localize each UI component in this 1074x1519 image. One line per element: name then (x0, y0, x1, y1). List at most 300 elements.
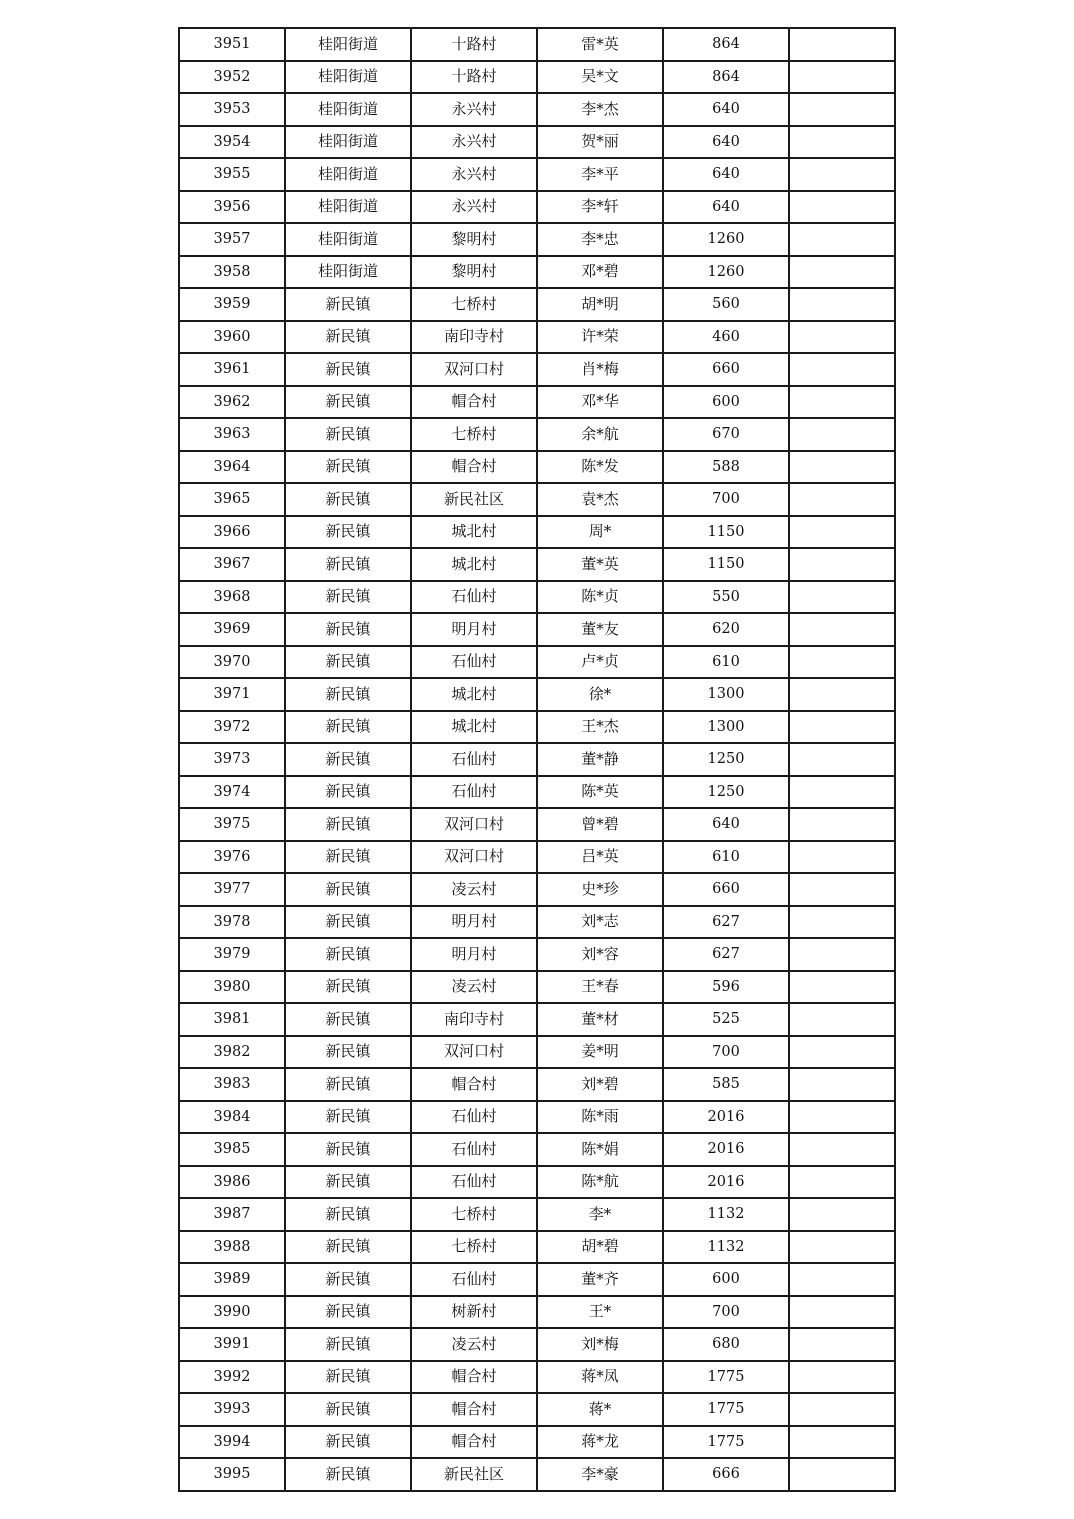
remark-cell (789, 743, 895, 776)
table-row (179, 256, 895, 289)
village-cell: 帽合村 (411, 1361, 537, 1394)
village-cell: 城北村 (411, 711, 537, 744)
village-cell: 双河口村 (411, 808, 537, 841)
name-cell: 李* (537, 1198, 663, 1231)
table-row (179, 906, 895, 939)
remark-cell (789, 1068, 895, 1101)
name-cell: 蒋*凤 (537, 1361, 663, 1394)
town-cell: 新民镇 (285, 1263, 411, 1296)
village-cell: 石仙村 (411, 776, 537, 809)
remark-cell (789, 971, 895, 1004)
table-row (179, 1361, 895, 1394)
row-number-cell: 3981 (179, 1003, 285, 1036)
row-number-cell: 3969 (179, 613, 285, 646)
name-cell: 胡*碧 (537, 1231, 663, 1264)
remark-cell (789, 223, 895, 256)
village-cell: 永兴村 (411, 126, 537, 159)
name-cell: 许*荣 (537, 321, 663, 354)
remark-cell (789, 93, 895, 126)
amount-cell: 525 (663, 1003, 789, 1036)
town-cell: 新民镇 (285, 808, 411, 841)
table-row (179, 1263, 895, 1296)
name-cell: 余*航 (537, 418, 663, 451)
remark-cell (789, 776, 895, 809)
village-cell: 七桥村 (411, 1198, 537, 1231)
remark-cell (789, 1198, 895, 1231)
town-cell: 桂阳街道 (285, 223, 411, 256)
row-number-cell: 3957 (179, 223, 285, 256)
amount-cell: 1250 (663, 743, 789, 776)
row-number-cell: 3984 (179, 1101, 285, 1134)
village-cell: 新民社区 (411, 1458, 537, 1491)
row-number-cell: 3958 (179, 256, 285, 289)
remark-cell (789, 418, 895, 451)
remark-cell (789, 126, 895, 159)
table-row (179, 646, 895, 679)
amount-cell: 627 (663, 906, 789, 939)
amount-cell: 460 (663, 321, 789, 354)
name-cell: 王*杰 (537, 711, 663, 744)
village-cell: 明月村 (411, 938, 537, 971)
table-row (179, 28, 895, 61)
town-cell: 新民镇 (285, 1133, 411, 1166)
village-cell: 南印寺村 (411, 321, 537, 354)
town-cell: 新民镇 (285, 613, 411, 646)
name-cell: 肖*梅 (537, 353, 663, 386)
remark-cell (789, 1426, 895, 1459)
amount-cell: 610 (663, 841, 789, 874)
village-cell: 树新村 (411, 1296, 537, 1329)
amount-cell: 1775 (663, 1426, 789, 1459)
row-number-cell: 3973 (179, 743, 285, 776)
table-row (179, 1296, 895, 1329)
name-cell: 董*友 (537, 613, 663, 646)
town-cell: 新民镇 (285, 1458, 411, 1491)
town-cell: 新民镇 (285, 418, 411, 451)
amount-cell: 680 (663, 1328, 789, 1361)
amount-cell: 1300 (663, 678, 789, 711)
village-cell: 帽合村 (411, 1393, 537, 1426)
name-cell: 刘*志 (537, 906, 663, 939)
remark-cell (789, 808, 895, 841)
table-body (179, 28, 895, 1491)
village-cell: 城北村 (411, 516, 537, 549)
name-cell: 陈*英 (537, 776, 663, 809)
row-number-cell: 3964 (179, 451, 285, 484)
town-cell: 新民镇 (285, 906, 411, 939)
town-cell: 新民镇 (285, 776, 411, 809)
table-row (179, 841, 895, 874)
row-number-cell: 3982 (179, 1036, 285, 1069)
remark-cell (789, 1003, 895, 1036)
data-table (178, 27, 896, 1492)
row-number-cell: 3983 (179, 1068, 285, 1101)
amount-cell: 1300 (663, 711, 789, 744)
town-cell: 新民镇 (285, 516, 411, 549)
amount-cell: 550 (663, 581, 789, 614)
amount-cell: 666 (663, 1458, 789, 1491)
town-cell: 新民镇 (285, 1166, 411, 1199)
row-number-cell: 3976 (179, 841, 285, 874)
amount-cell: 588 (663, 451, 789, 484)
village-cell: 双河口村 (411, 841, 537, 874)
remark-cell (789, 1458, 895, 1491)
table-row (179, 808, 895, 841)
amount-cell: 670 (663, 418, 789, 451)
remark-cell (789, 581, 895, 614)
row-number-cell: 3951 (179, 28, 285, 61)
village-cell: 永兴村 (411, 191, 537, 224)
amount-cell: 700 (663, 483, 789, 516)
village-cell: 凌云村 (411, 971, 537, 1004)
table-row (179, 1068, 895, 1101)
town-cell: 新民镇 (285, 483, 411, 516)
name-cell: 邓*华 (537, 386, 663, 419)
row-number-cell: 3974 (179, 776, 285, 809)
amount-cell: 640 (663, 126, 789, 159)
amount-cell: 864 (663, 28, 789, 61)
table-row (179, 1458, 895, 1491)
village-cell: 石仙村 (411, 1101, 537, 1134)
row-number-cell: 3979 (179, 938, 285, 971)
town-cell: 新民镇 (285, 581, 411, 614)
remark-cell (789, 548, 895, 581)
row-number-cell: 3971 (179, 678, 285, 711)
town-cell: 桂阳街道 (285, 256, 411, 289)
name-cell: 刘*梅 (537, 1328, 663, 1361)
amount-cell: 1250 (663, 776, 789, 809)
amount-cell: 1150 (663, 548, 789, 581)
town-cell: 新民镇 (285, 321, 411, 354)
table-row (179, 776, 895, 809)
name-cell: 吴*文 (537, 61, 663, 94)
name-cell: 陈*发 (537, 451, 663, 484)
remark-cell (789, 646, 895, 679)
amount-cell: 700 (663, 1296, 789, 1329)
row-number-cell: 3968 (179, 581, 285, 614)
name-cell: 李*平 (537, 158, 663, 191)
town-cell: 新民镇 (285, 386, 411, 419)
town-cell: 桂阳街道 (285, 126, 411, 159)
row-number-cell: 3980 (179, 971, 285, 1004)
row-number-cell: 3985 (179, 1133, 285, 1166)
town-cell: 新民镇 (285, 1361, 411, 1394)
name-cell: 李*忠 (537, 223, 663, 256)
remark-cell (789, 256, 895, 289)
town-cell: 新民镇 (285, 971, 411, 1004)
name-cell: 董*静 (537, 743, 663, 776)
amount-cell: 1260 (663, 223, 789, 256)
table-row (179, 418, 895, 451)
row-number-cell: 3992 (179, 1361, 285, 1394)
amount-cell: 640 (663, 191, 789, 224)
name-cell: 曾*碧 (537, 808, 663, 841)
table-row (179, 1231, 895, 1264)
name-cell: 李*杰 (537, 93, 663, 126)
name-cell: 刘*碧 (537, 1068, 663, 1101)
village-cell: 石仙村 (411, 743, 537, 776)
table-row (179, 743, 895, 776)
row-number-cell: 3970 (179, 646, 285, 679)
town-cell: 新民镇 (285, 1198, 411, 1231)
remark-cell (789, 1393, 895, 1426)
town-cell: 新民镇 (285, 1393, 411, 1426)
row-number-cell: 3988 (179, 1231, 285, 1264)
table-row (179, 451, 895, 484)
table-row (179, 1198, 895, 1231)
table-row (179, 223, 895, 256)
village-cell: 城北村 (411, 678, 537, 711)
amount-cell: 2016 (663, 1133, 789, 1166)
remark-cell (789, 28, 895, 61)
amount-cell: 640 (663, 158, 789, 191)
remark-cell (789, 61, 895, 94)
row-number-cell: 3952 (179, 61, 285, 94)
name-cell: 蒋*龙 (537, 1426, 663, 1459)
row-number-cell: 3965 (179, 483, 285, 516)
amount-cell: 620 (663, 613, 789, 646)
name-cell: 袁*杰 (537, 483, 663, 516)
name-cell: 董*齐 (537, 1263, 663, 1296)
remark-cell (789, 906, 895, 939)
name-cell: 陈*贞 (537, 581, 663, 614)
remark-cell (789, 191, 895, 224)
village-cell: 新民社区 (411, 483, 537, 516)
name-cell: 董*材 (537, 1003, 663, 1036)
village-cell: 帽合村 (411, 1426, 537, 1459)
row-number-cell: 3966 (179, 516, 285, 549)
amount-cell: 600 (663, 1263, 789, 1296)
table-row (179, 1393, 895, 1426)
town-cell: 新民镇 (285, 451, 411, 484)
name-cell: 蒋* (537, 1393, 663, 1426)
town-cell: 新民镇 (285, 646, 411, 679)
town-cell: 新民镇 (285, 678, 411, 711)
name-cell: 王* (537, 1296, 663, 1329)
row-number-cell: 3962 (179, 386, 285, 419)
table-row (179, 1003, 895, 1036)
remark-cell (789, 1328, 895, 1361)
table-row (179, 581, 895, 614)
town-cell: 桂阳街道 (285, 61, 411, 94)
row-number-cell: 3954 (179, 126, 285, 159)
row-number-cell: 3953 (179, 93, 285, 126)
remark-cell (789, 1361, 895, 1394)
village-cell: 城北村 (411, 548, 537, 581)
row-number-cell: 3955 (179, 158, 285, 191)
town-cell: 新民镇 (285, 711, 411, 744)
name-cell: 胡*明 (537, 288, 663, 321)
table-row (179, 1036, 895, 1069)
town-cell: 新民镇 (285, 1068, 411, 1101)
village-cell: 双河口村 (411, 1036, 537, 1069)
town-cell: 新民镇 (285, 938, 411, 971)
village-cell: 永兴村 (411, 93, 537, 126)
name-cell: 周* (537, 516, 663, 549)
amount-cell: 1260 (663, 256, 789, 289)
row-number-cell: 3978 (179, 906, 285, 939)
village-cell: 七桥村 (411, 288, 537, 321)
table-row (179, 678, 895, 711)
town-cell: 桂阳街道 (285, 93, 411, 126)
amount-cell: 1132 (663, 1231, 789, 1264)
town-cell: 新民镇 (285, 1231, 411, 1264)
remark-cell (789, 1133, 895, 1166)
name-cell: 李*轩 (537, 191, 663, 224)
name-cell: 李*豪 (537, 1458, 663, 1491)
town-cell: 新民镇 (285, 841, 411, 874)
row-number-cell: 3994 (179, 1426, 285, 1459)
town-cell: 新民镇 (285, 743, 411, 776)
village-cell: 石仙村 (411, 581, 537, 614)
row-number-cell: 3960 (179, 321, 285, 354)
remark-cell (789, 841, 895, 874)
amount-cell: 1132 (663, 1198, 789, 1231)
name-cell: 刘*容 (537, 938, 663, 971)
row-number-cell: 3990 (179, 1296, 285, 1329)
town-cell: 新民镇 (285, 1328, 411, 1361)
row-number-cell: 3963 (179, 418, 285, 451)
town-cell: 新民镇 (285, 1426, 411, 1459)
village-cell: 石仙村 (411, 1263, 537, 1296)
remark-cell (789, 873, 895, 906)
table-row (179, 386, 895, 419)
remark-cell (789, 1263, 895, 1296)
village-cell: 帽合村 (411, 1068, 537, 1101)
row-number-cell: 3959 (179, 288, 285, 321)
name-cell: 吕*英 (537, 841, 663, 874)
amount-cell: 585 (663, 1068, 789, 1101)
remark-cell (789, 1101, 895, 1134)
village-cell: 黎明村 (411, 223, 537, 256)
town-cell: 桂阳街道 (285, 28, 411, 61)
amount-cell: 640 (663, 93, 789, 126)
amount-cell: 596 (663, 971, 789, 1004)
remark-cell (789, 678, 895, 711)
remark-cell (789, 938, 895, 971)
table-row (179, 191, 895, 224)
table-row (179, 516, 895, 549)
remark-cell (789, 288, 895, 321)
row-number-cell: 3993 (179, 1393, 285, 1426)
name-cell: 雷*英 (537, 28, 663, 61)
village-cell: 十路村 (411, 61, 537, 94)
village-cell: 永兴村 (411, 158, 537, 191)
village-cell: 七桥村 (411, 1231, 537, 1264)
town-cell: 新民镇 (285, 1101, 411, 1134)
village-cell: 凌云村 (411, 1328, 537, 1361)
remark-cell (789, 451, 895, 484)
village-cell: 明月村 (411, 613, 537, 646)
village-cell: 南印寺村 (411, 1003, 537, 1036)
remark-cell (789, 711, 895, 744)
town-cell: 新民镇 (285, 548, 411, 581)
row-number-cell: 3972 (179, 711, 285, 744)
remark-cell (789, 516, 895, 549)
amount-cell: 864 (663, 61, 789, 94)
table-row (179, 711, 895, 744)
amount-cell: 1150 (663, 516, 789, 549)
village-cell: 十路村 (411, 28, 537, 61)
table-row (179, 1426, 895, 1459)
name-cell: 陈*娟 (537, 1133, 663, 1166)
table-row (179, 613, 895, 646)
table-row (179, 971, 895, 1004)
remark-cell (789, 483, 895, 516)
row-number-cell: 3967 (179, 548, 285, 581)
row-number-cell: 3977 (179, 873, 285, 906)
village-cell: 石仙村 (411, 1133, 537, 1166)
name-cell: 姜*明 (537, 1036, 663, 1069)
table-row (179, 1328, 895, 1361)
table-row (179, 126, 895, 159)
town-cell: 新民镇 (285, 1296, 411, 1329)
village-cell: 石仙村 (411, 1166, 537, 1199)
village-cell: 明月村 (411, 906, 537, 939)
town-cell: 新民镇 (285, 1003, 411, 1036)
row-number-cell: 3961 (179, 353, 285, 386)
row-number-cell: 3989 (179, 1263, 285, 1296)
remark-cell (789, 321, 895, 354)
row-number-cell: 3975 (179, 808, 285, 841)
village-cell: 帽合村 (411, 451, 537, 484)
table-row (179, 938, 895, 971)
table-row (179, 1101, 895, 1134)
table-row (179, 93, 895, 126)
table-row (179, 61, 895, 94)
name-cell: 邓*碧 (537, 256, 663, 289)
remark-cell (789, 1231, 895, 1264)
amount-cell: 660 (663, 353, 789, 386)
amount-cell: 1775 (663, 1393, 789, 1426)
remark-cell (789, 613, 895, 646)
table-row (179, 1166, 895, 1199)
remark-cell (789, 1166, 895, 1199)
amount-cell: 610 (663, 646, 789, 679)
row-number-cell: 3991 (179, 1328, 285, 1361)
village-cell: 七桥村 (411, 418, 537, 451)
name-cell: 董*英 (537, 548, 663, 581)
town-cell: 新民镇 (285, 288, 411, 321)
remark-cell (789, 353, 895, 386)
amount-cell: 640 (663, 808, 789, 841)
table-row (179, 548, 895, 581)
amount-cell: 560 (663, 288, 789, 321)
table-row (179, 353, 895, 386)
remark-cell (789, 1296, 895, 1329)
row-number-cell: 3987 (179, 1198, 285, 1231)
table-row (179, 288, 895, 321)
remark-cell (789, 158, 895, 191)
name-cell: 卢*贞 (537, 646, 663, 679)
name-cell: 陈*航 (537, 1166, 663, 1199)
table-row (179, 158, 895, 191)
village-cell: 双河口村 (411, 353, 537, 386)
town-cell: 新民镇 (285, 353, 411, 386)
table-row (179, 873, 895, 906)
row-number-cell: 3995 (179, 1458, 285, 1491)
row-number-cell: 3956 (179, 191, 285, 224)
name-cell: 陈*雨 (537, 1101, 663, 1134)
amount-cell: 2016 (663, 1166, 789, 1199)
town-cell: 桂阳街道 (285, 191, 411, 224)
town-cell: 新民镇 (285, 1036, 411, 1069)
town-cell: 新民镇 (285, 873, 411, 906)
table-row (179, 483, 895, 516)
amount-cell: 660 (663, 873, 789, 906)
village-cell: 黎明村 (411, 256, 537, 289)
table-row (179, 321, 895, 354)
